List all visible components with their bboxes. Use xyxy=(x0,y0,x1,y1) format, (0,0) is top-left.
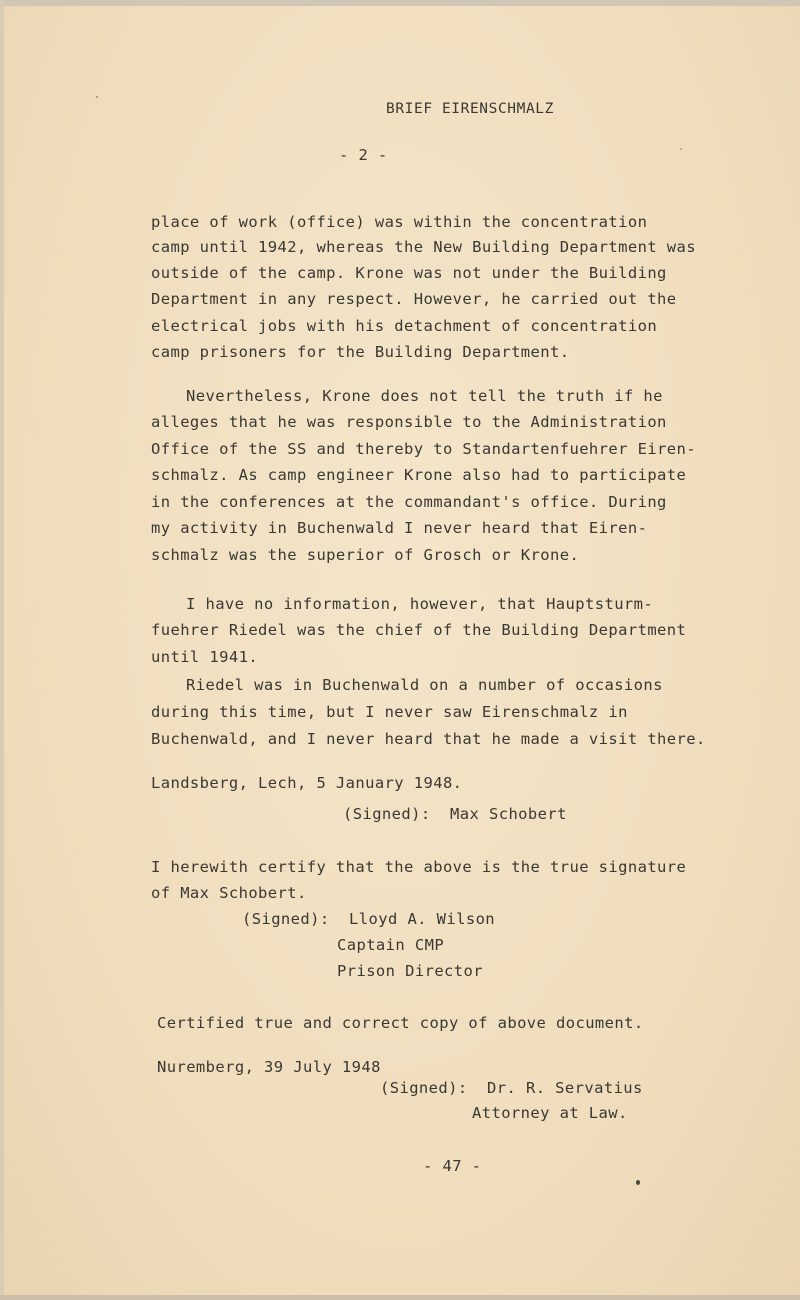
body-line: schmalz was the superior of Grosch or Krone. xyxy=(151,546,580,564)
signature-servatius: (Signed): Dr. R. Servatius xyxy=(380,1079,643,1097)
place-date-landsberg: Landsberg, Lech, 5 January 1948. xyxy=(151,774,463,792)
certify-line: of Max Schobert. xyxy=(151,884,307,902)
ink-spot xyxy=(96,96,98,98)
body-line: my activity in Buchenwald I never heard that Eiren- xyxy=(151,519,648,537)
place-date-nuremberg: Nuremberg, 39 July 1948 xyxy=(157,1058,381,1076)
footer-page-number: - 47 - xyxy=(423,1157,482,1175)
body-line: Buchenwald, and I never heard that he made a visit there. xyxy=(151,730,706,748)
signature-schobert: (Signed): Max Schobert xyxy=(343,805,567,823)
signer-title: Prison Director xyxy=(337,962,483,980)
ink-spot xyxy=(680,148,682,150)
body-line: I have no information, however, that Hauptsturm- xyxy=(186,595,654,613)
page-left-edge xyxy=(0,0,4,1300)
body-line: schmalz. As camp engineer Krone also had to participate xyxy=(151,466,687,484)
body-line: camp until 1942, whereas the New Building Department was xyxy=(151,238,696,256)
body-line: Riedel was in Buchenwald on a number of occasions xyxy=(186,676,663,694)
body-line: Nevertheless, Krone does not tell the truth if he xyxy=(186,387,663,405)
body-line: place of work (office) was within the concentration xyxy=(151,213,648,231)
body-line: Department in any respect. However, he carried out the xyxy=(151,290,677,308)
body-line: in the conferences at the commandant's office. During xyxy=(151,493,667,511)
page-bottom-edge xyxy=(0,1295,800,1300)
body-line: electrical jobs with his detachment of concentration xyxy=(151,317,658,335)
ink-spot xyxy=(636,1180,640,1185)
certified-copy-statement: Certified true and correct copy of above document. xyxy=(157,1014,644,1032)
signer-servatius-title: Attorney at Law. xyxy=(472,1104,628,1122)
page-marker: - 2 - xyxy=(339,146,388,164)
certify-line: I herewith certify that the above is the true signature xyxy=(151,858,687,876)
page-top-edge xyxy=(0,0,800,6)
body-line: Office of the SS and thereby to Standartenfuehrer Eiren- xyxy=(151,440,696,458)
signature-wilson: (Signed): Lloyd A. Wilson xyxy=(242,910,496,928)
body-line: alleges that he was responsible to the Administration xyxy=(151,413,667,431)
body-line: during this time, but I never saw Eirenschmalz in xyxy=(151,703,628,721)
body-line: fuehrer Riedel was the chief of the Building Department xyxy=(151,621,687,639)
signer-rank: Captain CMP xyxy=(337,936,445,954)
body-line: camp prisoners for the Building Department. xyxy=(151,343,570,361)
body-line: until 1941. xyxy=(151,648,259,666)
body-line: outside of the camp. Krone was not under the Building xyxy=(151,264,667,282)
document-header: BRIEF EIRENSCHMALZ xyxy=(386,101,554,117)
